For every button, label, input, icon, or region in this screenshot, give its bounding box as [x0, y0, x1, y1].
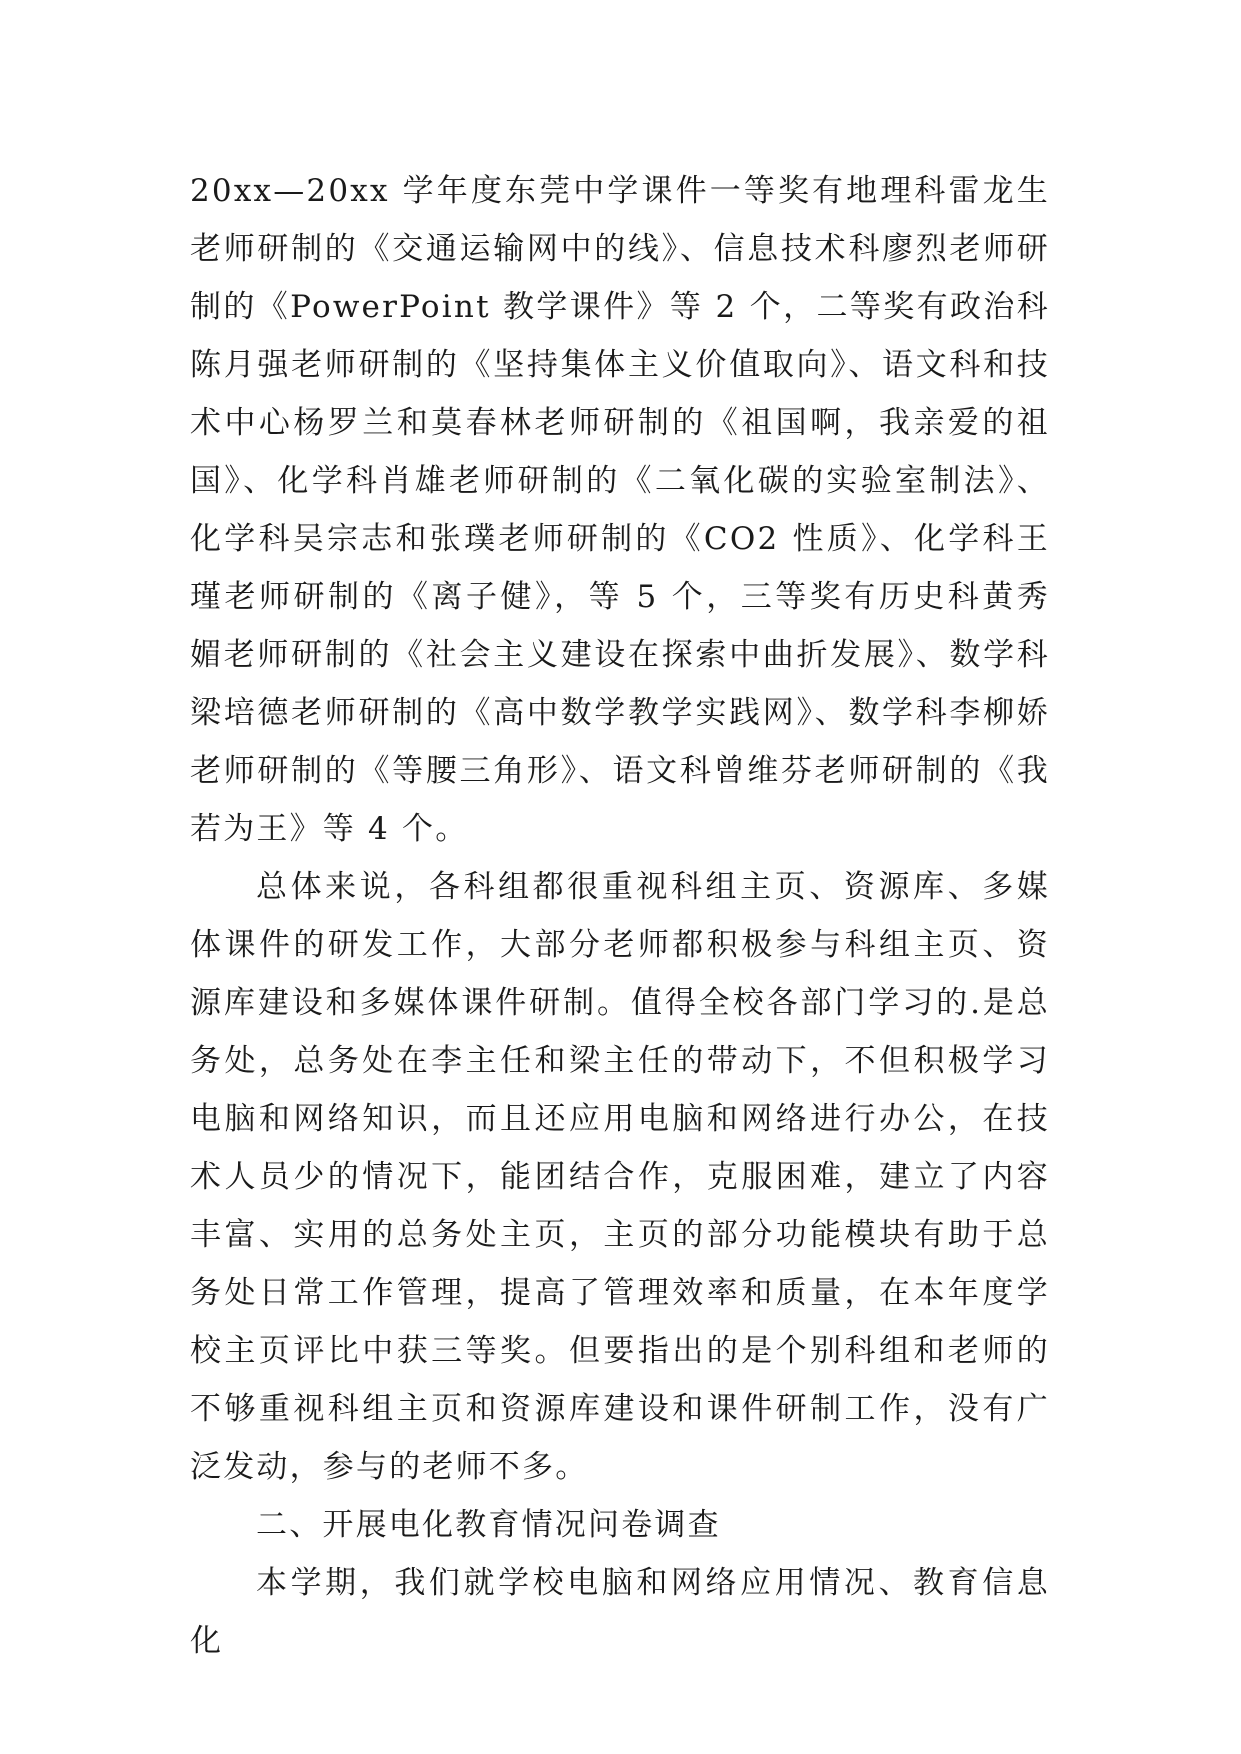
section-heading: 二、开展电化教育情况问卷调查	[256, 1507, 721, 1543]
body-text	[190, 162, 1050, 1670]
paragraph-survey-intro: 本学期，我们就学校电脑和网络应用情况、教育信息化	[190, 1565, 1050, 1659]
paragraph-courseware-awards: 20xx—20xx 学年度东莞中学课件一等奖有地理科雷龙生老师研制的《交通运输网中的线》、信息技术科廖烈老师研制的《PowerPoint 教学课件》等 2 个，二等奖有政治科陈月强老师研制的《坚持集体主义价值取向》、语文科和技术中心杨罗兰和莫春林老师研制的《祖国啊，我亲爱的祖国》、化学科肖雄老师研制的《二氧化碳的实验室制法》、化学科吴宗志和张璞老师研制的《CO2 性质》、化学科王瑾老师研制的《离子健》，等 5 个，三等奖有历史科黄秀媚老师研制的《社会主义建设在探索中曲折发展》、数学科梁培德老师研制的《高中数学教学实践网》、数学科李柳娇老师研制的《等腰三角形》、语文科曾维芬老师研制的《我若为王》等 4 个。	[190, 173, 1050, 847]
paragraph-summary: 总体来说，各科组都很重视科组主页、资源库、多媒体课件的研发工作，大部分老师都积极参与科组主页、资源库建设和多媒体课件研制。值得全校各部门学习的.是总务处，总务处在李主任和梁主任的带动下，不但积极学习电脑和网络知识，而且还应用电脑和网络进行办公，在技术人员少的情况下，能团结合作，克服困难，建立了内容丰富、实用的总务处主页，主页的部分功能模块有助于总务处日常工作管理，提高了管理效率和质量，在本年度学校主页评比中获三等奖。但要指出的是个别科组和老师的不够重视科组主页和资源库建设和课件研制工作，没有广泛发动，参与的老师不多。	[190, 869, 1050, 1485]
